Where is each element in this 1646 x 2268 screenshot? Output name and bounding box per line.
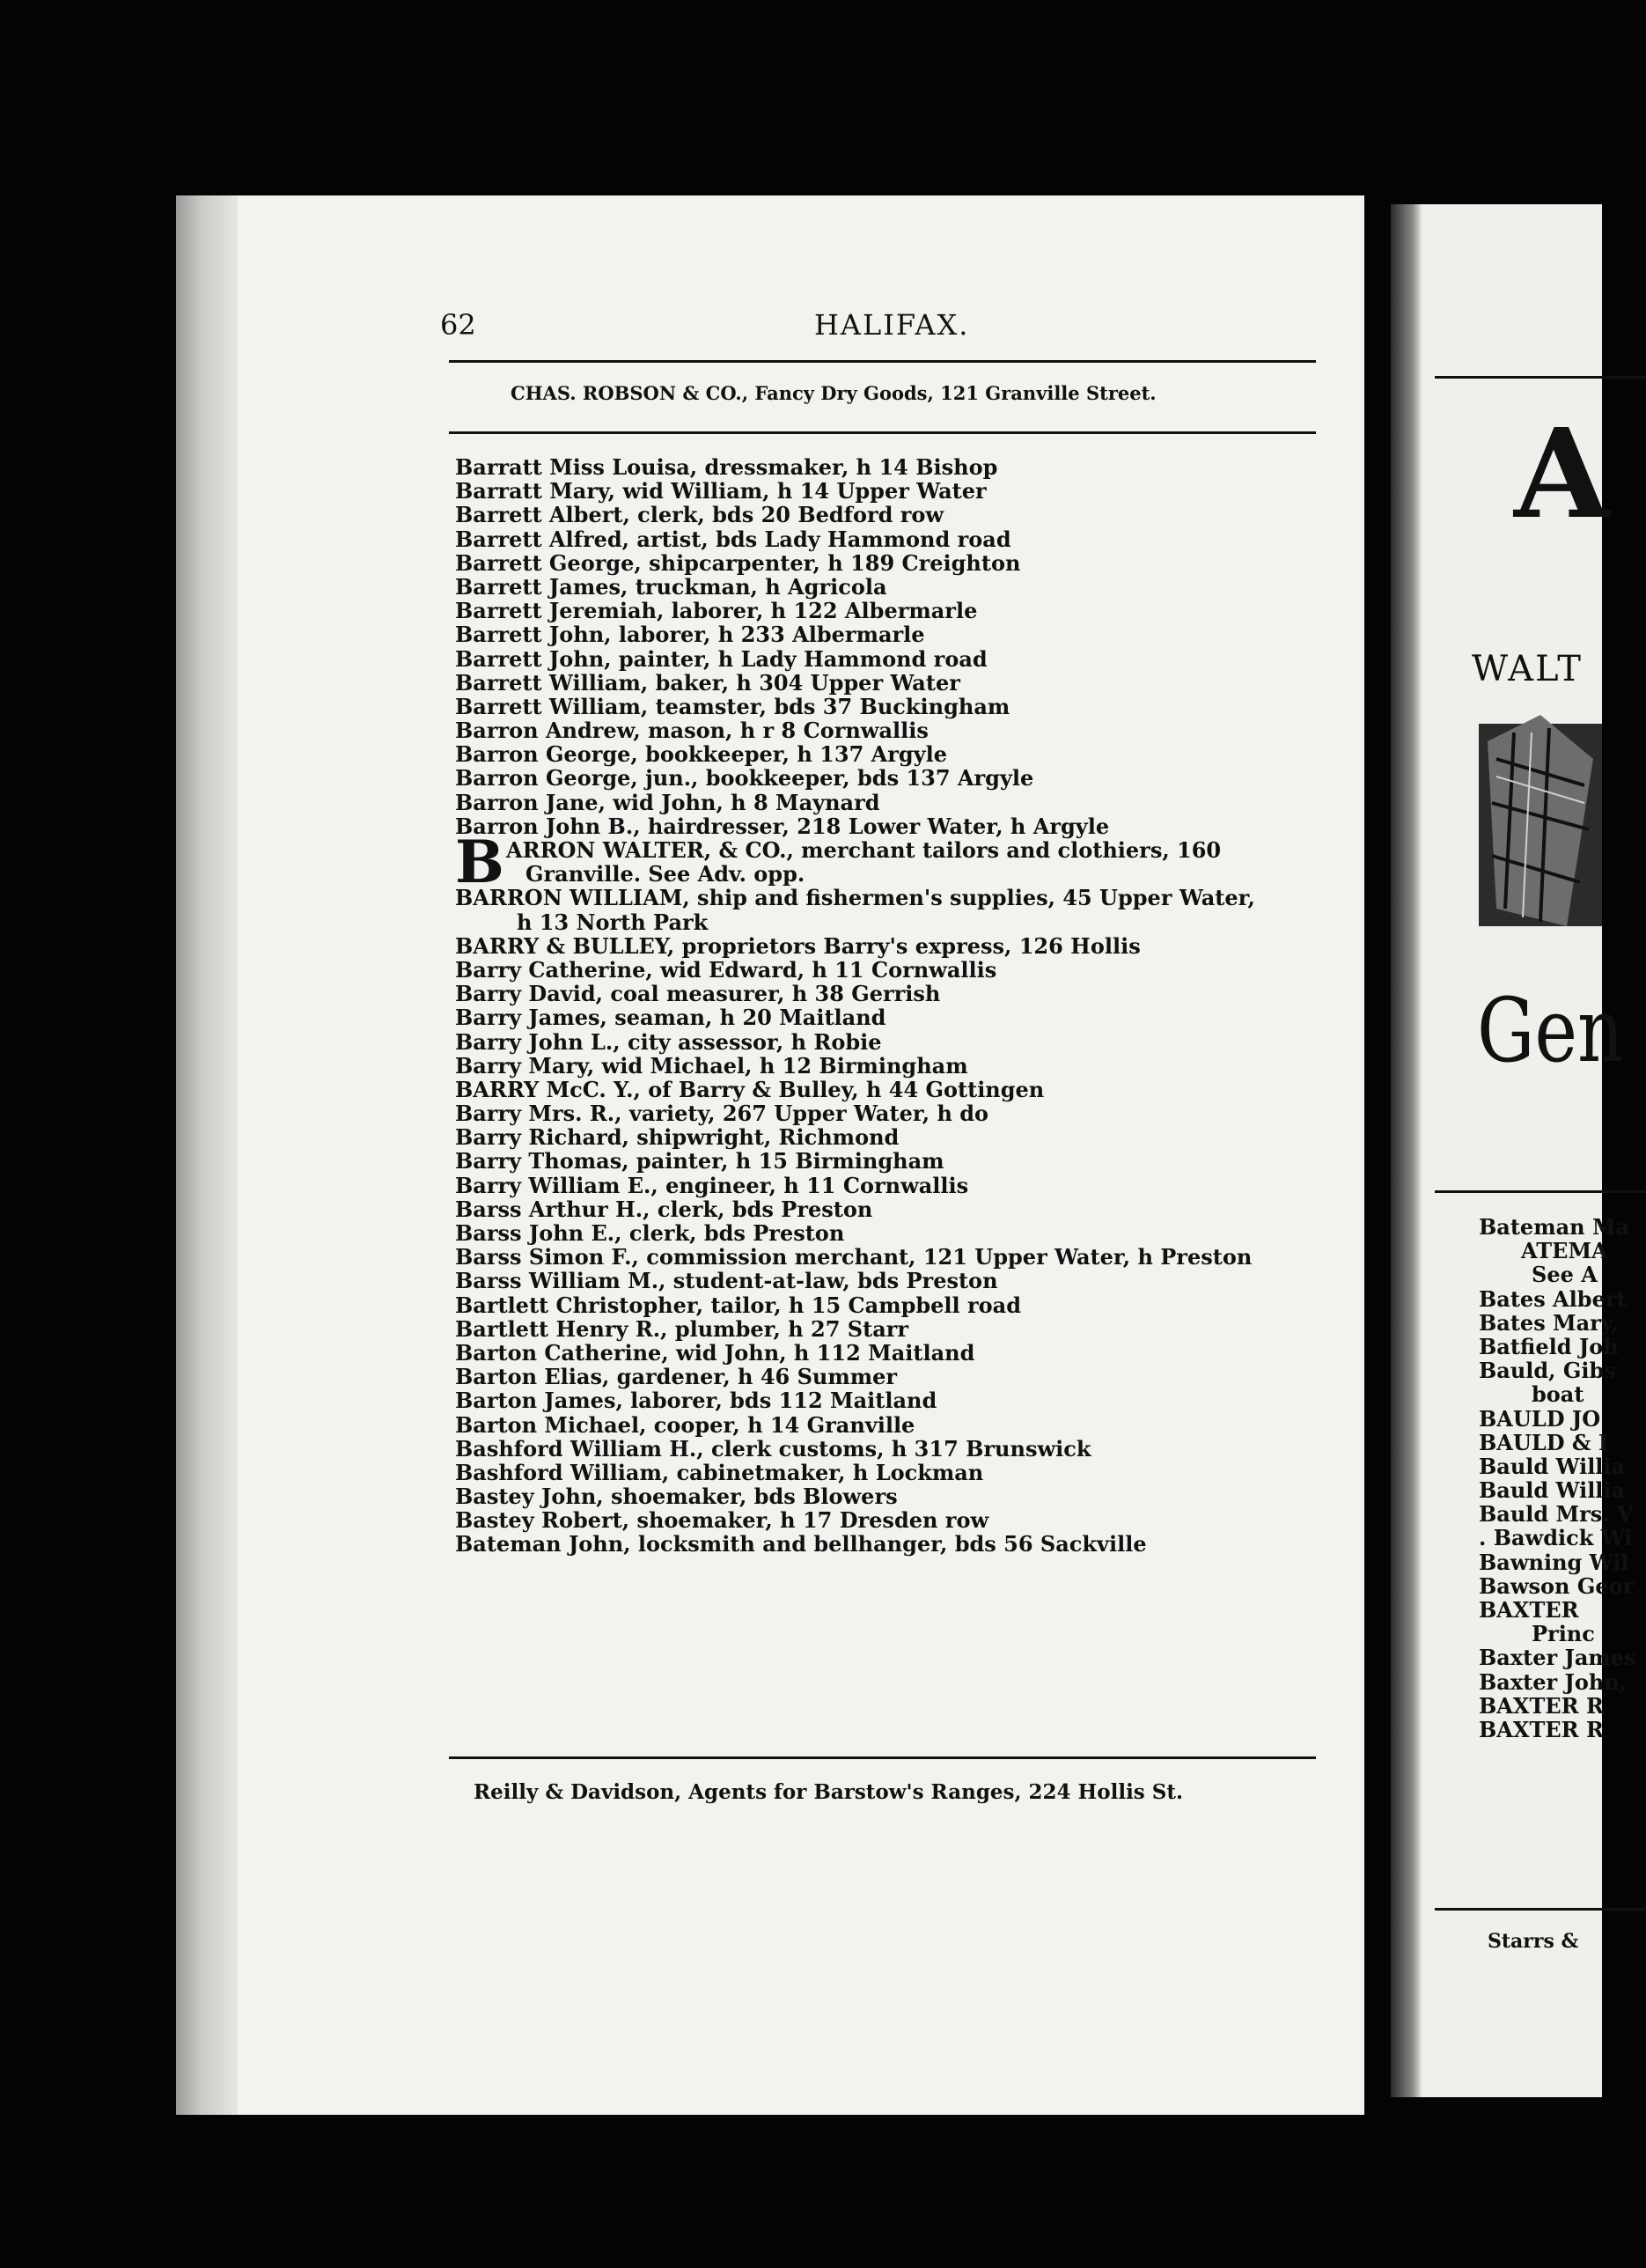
page-header — [440, 308, 1320, 343]
facing-top-rule — [1435, 376, 1646, 379]
directory-entry: Bateman John, locksmith and bellhanger, bds 56 Sackville — [455, 1531, 1147, 1557]
directory-entry: Barry James, seaman, h 20 Maitland — [455, 1005, 886, 1031]
directory-entry: Barrett William, baker, h 304 Upper Water — [455, 669, 960, 696]
advert-gen-text: Gen — [1477, 979, 1624, 1082]
facing-footer-rule — [1435, 1908, 1646, 1911]
directory-entry: Barry John L., city assessor, h Robie — [455, 1028, 882, 1055]
directory-entry: Barron George, jun., bookkeeper, bds 137 Argyle — [455, 765, 1034, 792]
directory-entry: Bashford William H., clerk customs, h 317 Brunswick — [455, 1435, 1091, 1462]
directory-entry: Barry Mary, wid Michael, h 12 Birmingham — [455, 1052, 968, 1079]
directory-entry: Barron George, bookkeeper, h 137 Argyle — [455, 741, 948, 768]
facing-entry: boat — [1532, 1381, 1584, 1408]
advert-big-letter: A — [1514, 402, 1610, 547]
facing-entry: Bawson Geor — [1479, 1572, 1635, 1599]
directory-entry: Barrett John, laborer, h 233 Albermarle — [455, 622, 925, 648]
directory-entry: Barron Andrew, mason, h r 8 Cornwallis — [455, 718, 929, 744]
directory-entry: Barry Catherine, wid Edward, h 11 Cornwallis — [455, 956, 997, 983]
banner-rule — [449, 431, 1316, 434]
facing-entry: . Bawdick Wi — [1479, 1525, 1633, 1551]
directory-entry: Barry Mrs. R., variety, 267 Upper Water, h do — [455, 1101, 989, 1127]
directory-entry: Bastey Robert, shoemaker, h 17 Dresden row — [455, 1507, 989, 1534]
directory-entry: h 13 North Park — [517, 909, 709, 935]
directory-entry: Barss John E., clerk, bds Preston — [455, 1220, 845, 1247]
directory-entry: BARRY McC. Y., of Barry & Bulley, h 44 Gottingen — [455, 1076, 1045, 1102]
directory-entry: Barton James, laborer, bds 112 Maitland — [455, 1388, 937, 1414]
directory-entry: Barton Michael, cooper, h 14 Granville — [455, 1411, 915, 1438]
directory-entry: Barratt Mary, wid William, h 14 Upper Water — [455, 478, 987, 504]
facing-entry: See A — [1532, 1262, 1598, 1288]
directory-entry-dropcap — [455, 828, 1335, 896]
dropcap-entry-line1: ARRON WALTER, & CO., merchant tailors and clothiers, 160 — [506, 837, 1222, 863]
directory-entry: Barss Arthur H., clerk, bds Preston — [455, 1196, 873, 1222]
bottom-advert-banner: Reilly & Davidson, Agents for Barstow's Ranges, 224 Hollis St. — [474, 1780, 1183, 1804]
advert-walt-text: WALT — [1472, 649, 1583, 689]
facing-entry: Bawning Wil — [1479, 1549, 1629, 1575]
directory-entry: Barry David, coal measurer, h 38 Gerrish — [455, 981, 941, 1007]
directory-entry: Barry William E., engineer, h 11 Cornwallis — [455, 1172, 969, 1198]
facing-entry: Bateman Ma — [1479, 1214, 1630, 1240]
facing-entry: BAXTER R — [1479, 1692, 1604, 1719]
directory-entry: Barron Jane, wid John, h 8 Maynard — [455, 789, 880, 815]
facing-entry: Bauld, Gibs — [1479, 1358, 1616, 1384]
directory-entry: Barton Elias, gardener, h 46 Summer — [455, 1364, 898, 1390]
directory-page — [176, 195, 1364, 2115]
directory-entry: Bartlett Henry R., plumber, h 27 Starr — [455, 1315, 909, 1342]
directory-entry: Barss Simon F., commission merchant, 121 Upper Water, h Preston — [455, 1244, 1253, 1270]
directory-entry: Barry Thomas, painter, h 15 Birmingham — [455, 1148, 944, 1174]
directory-entry: Barrett Alfred, artist, bds Lady Hammond road — [455, 526, 1011, 552]
facing-entry: BAXTER R — [1479, 1716, 1604, 1742]
drop-cap-letter: B — [455, 828, 504, 896]
directory-entry: Barron John B., hairdresser, 218 Lower Water, h Argyle — [455, 813, 1110, 839]
footer-rule — [449, 1756, 1316, 1759]
directory-entry: BARRY & BULLEY, proprietors Barry's express, 126 Hollis — [455, 932, 1141, 959]
facing-bottom-banner: Starrs & — [1488, 1930, 1579, 1953]
directory-entry: Barrett George, shipcarpenter, h 189 Creighton — [455, 549, 1021, 576]
page-gutter-shadow — [1391, 204, 1422, 2097]
directory-entry: Barrett William, teamster, bds 37 Buckingham — [455, 693, 1010, 719]
directory-entry: Barry Richard, shipwright, Richmond — [455, 1124, 900, 1151]
facing-entry: Baxter John, — [1479, 1668, 1628, 1695]
facing-entries — [1479, 1215, 1636, 1742]
facing-entry: Bauld Willia — [1479, 1477, 1626, 1504]
directory-entry: Barrett John, painter, h Lady Hammond road — [455, 645, 988, 672]
directory-entry: Bastey John, shoemaker, bds Blowers — [455, 1484, 898, 1510]
facing-entry: Bates Albert — [1479, 1285, 1627, 1312]
facing-entry: ATEMA — [1521, 1238, 1608, 1264]
facing-entry: Batfield Joh — [1479, 1333, 1619, 1359]
directory-entries — [455, 455, 1335, 1557]
header-rule — [449, 360, 1316, 363]
facing-entry: Bates Mary, — [1479, 1309, 1619, 1336]
facing-entry: Bauld Mrs. V — [1479, 1501, 1634, 1528]
facing-entry: Princ — [1532, 1621, 1595, 1647]
directory-entry: Barss William M., student-at-law, bds Preston — [455, 1268, 998, 1294]
page-number: 62 — [440, 308, 476, 342]
directory-entry: Bartlett Christopher, tailor, h 15 Campbell road — [455, 1292, 1022, 1318]
facing-entry: BAULD & I — [1479, 1429, 1609, 1455]
facing-entry: Bauld Willia — [1479, 1453, 1626, 1479]
top-advert-banner: CHAS. ROBSON & CO., Fancy Dry Goods, 121 Granville Street. — [511, 382, 1157, 404]
directory-entry: BARRON WILLIAM, ship and fishermen's supplies, 45 Upper Water, — [455, 885, 1255, 911]
facing-entry: Baxter James — [1479, 1645, 1636, 1671]
dropcap-entry-line2: Granville. See Adv. opp. — [525, 861, 805, 887]
facing-entry: BAXTER — [1479, 1597, 1579, 1623]
plaid-fabric-illustration — [1479, 706, 1602, 944]
directory-entry: Barrett James, truckman, h Agricola — [455, 573, 887, 600]
directory-entry: Barrett Jeremiah, laborer, h 122 Albermarle — [455, 598, 978, 624]
page-binding — [176, 195, 238, 2115]
facing-entry: BAULD JO — [1479, 1405, 1601, 1432]
page-title: HALIFAX. — [814, 308, 970, 342]
facing-mid-rule — [1435, 1190, 1646, 1193]
directory-entry: Barton Catherine, wid John, h 112 Maitland — [455, 1339, 975, 1366]
facing-page — [1391, 204, 1636, 2097]
directory-entry: Barratt Miss Louisa, dressmaker, h 14 Bishop — [455, 454, 998, 480]
directory-entry: Bashford William, cabinetmaker, h Lockman — [455, 1459, 984, 1485]
directory-entry: Barrett Albert, clerk, bds 20 Bedford row — [455, 502, 944, 528]
